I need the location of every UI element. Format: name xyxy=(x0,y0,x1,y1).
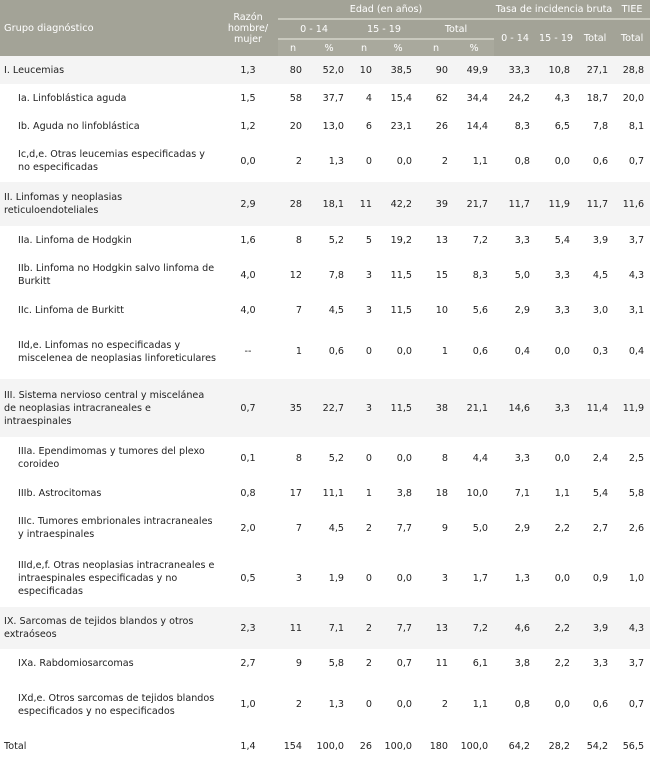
row-label: IIId,e,f. Otras neoplasias intracraneales e intraespinales especificadas y no especificadas xyxy=(18,559,215,597)
cell-p014: 37,7 xyxy=(322,92,344,104)
cell-tt: 3,0 xyxy=(592,304,609,316)
cell-n1519: 2 xyxy=(365,657,372,669)
cell-pt: 1,1 xyxy=(472,699,489,710)
cell-tiee: 8,1 xyxy=(628,120,645,132)
cell-t1519: 4,3 xyxy=(554,92,571,104)
group-row xyxy=(0,607,650,649)
cell-pt: 4,4 xyxy=(472,452,489,464)
cell-razon: 1,3 xyxy=(218,56,278,84)
cell-p1519: 7,7 xyxy=(396,522,412,534)
cell-nt: 11 xyxy=(435,657,448,669)
cell-n014: 8 xyxy=(295,234,302,246)
cell-t1519: 0,0 xyxy=(554,155,571,167)
cell-n014: 7 xyxy=(295,522,302,534)
cell-p1519: 0,0 xyxy=(396,699,412,710)
cell-nt: 10 xyxy=(435,304,448,316)
cell-n1519: 2 xyxy=(365,522,372,534)
cell-p014: 5,2 xyxy=(328,452,344,464)
total-row xyxy=(0,732,650,760)
cell-nt: 26 xyxy=(435,120,448,132)
header-edad: Edad (en años) xyxy=(278,0,494,19)
cell-nt: 8 xyxy=(441,452,448,464)
cell-t1519: 28,2 xyxy=(536,732,576,760)
cell-pt: 0,6 xyxy=(472,346,489,357)
cell-n1519: 10 xyxy=(350,56,378,84)
header-n: n xyxy=(350,39,378,56)
table-header xyxy=(0,0,650,56)
cell-t1519: 0,0 xyxy=(554,452,571,464)
row-label: IIb. Linfoma no Hodgkin salvo linfoma de Burkitt xyxy=(18,263,215,287)
cell-p014: 4,5 xyxy=(328,522,344,534)
cell-razon: 0,5 xyxy=(240,572,256,584)
cell-t1519: 2,2 xyxy=(554,657,571,669)
cell-p014: 7,1 xyxy=(308,607,350,649)
cell-razon: 1,5 xyxy=(240,92,256,104)
cell-t014: 64,2 xyxy=(494,732,536,760)
cell-tiee: 3,1 xyxy=(628,304,645,316)
cell-n014: 28 xyxy=(278,182,308,226)
cell-tt: 3,3 xyxy=(592,657,609,669)
cell-n1519: 0 xyxy=(365,155,372,167)
cell-razon: 2,3 xyxy=(218,607,278,649)
cell-nt: 2 xyxy=(441,155,448,167)
table-row xyxy=(0,84,650,112)
cell-p014: 11,1 xyxy=(322,487,344,499)
cell-n014: 7 xyxy=(295,304,302,316)
table-row xyxy=(0,254,650,296)
cell-p1519: 0,0 xyxy=(396,346,412,357)
cell-p014: 4,5 xyxy=(328,304,344,316)
cell-t1519: 0,0 xyxy=(554,346,571,357)
cell-p1519: 23,1 xyxy=(390,120,412,132)
cell-p1519: 11,5 xyxy=(390,269,412,281)
cell-t014: 33,3 xyxy=(494,56,536,84)
cell-pt: 6,1 xyxy=(472,657,489,669)
cell-n014: 11 xyxy=(278,607,308,649)
cell-t014: 8,3 xyxy=(514,120,531,132)
cell-n1519: 0 xyxy=(365,699,372,710)
cell-razon: 4,0 xyxy=(240,269,256,281)
cell-pt: 7,2 xyxy=(454,607,494,649)
cell-t014: 7,1 xyxy=(514,487,531,499)
cell-razon: 1,2 xyxy=(240,120,256,132)
cell-p014: 1,3 xyxy=(328,699,344,710)
cell-t014: 4,6 xyxy=(494,607,536,649)
cell-razon: 0,7 xyxy=(218,379,278,437)
cell-nt: 15 xyxy=(435,269,448,281)
cell-n1519: 1 xyxy=(365,487,372,499)
cell-nt: 13 xyxy=(418,607,454,649)
row-label: Ib. Aguda no linfoblástica xyxy=(18,120,140,132)
cell-tiee: 11,6 xyxy=(614,182,650,226)
cell-tiee: 11,9 xyxy=(614,379,650,437)
cell-p1519: 0,7 xyxy=(396,657,412,669)
cell-razon: -- xyxy=(244,346,252,357)
cell-t014: 3,3 xyxy=(514,234,531,246)
cell-t1519: 6,5 xyxy=(554,120,571,132)
cell-razon: 0,8 xyxy=(240,487,256,499)
cell-t1519: 3,3 xyxy=(554,304,571,316)
cell-n1519: 5 xyxy=(365,234,372,246)
cell-p1519: 15,4 xyxy=(390,92,412,104)
cell-t014: 0,8 xyxy=(514,699,531,710)
cell-nt: 9 xyxy=(441,522,448,534)
cell-nt: 90 xyxy=(418,56,454,84)
table-row xyxy=(0,437,650,479)
cell-razon: 2,0 xyxy=(240,522,256,534)
cell-n014: 1 xyxy=(295,346,302,357)
cell-tt: 27,1 xyxy=(576,56,614,84)
cell-n014: 2 xyxy=(295,699,302,710)
cell-p1519: 19,2 xyxy=(390,234,412,246)
cell-t014: 0,4 xyxy=(514,346,531,357)
cell-n014: 3 xyxy=(295,572,302,584)
cell-tt: 3,9 xyxy=(576,607,614,649)
cell-tt: 18,7 xyxy=(586,92,609,104)
cell-n014: 20 xyxy=(289,120,302,132)
header-tasa-0-14: 0 - 14 xyxy=(494,19,536,56)
cell-pt: 7,2 xyxy=(472,234,489,246)
table-row xyxy=(0,112,650,140)
cell-n1519: 26 xyxy=(350,732,378,760)
cell-t1519: 5,4 xyxy=(554,234,571,246)
cell-tiee: 3,7 xyxy=(628,657,645,669)
cell-p1519: 3,8 xyxy=(396,487,412,499)
cell-p1519: 0,0 xyxy=(396,452,412,464)
cell-tt: 54,2 xyxy=(576,732,614,760)
cell-p014: 13,0 xyxy=(322,120,344,132)
header-razon: Razón hombre/ mujer xyxy=(218,0,278,56)
cell-pt: 14,4 xyxy=(466,120,489,132)
cell-tt: 7,8 xyxy=(592,120,609,132)
table-row xyxy=(0,649,650,677)
cell-pt: 5,0 xyxy=(472,522,489,534)
table-row xyxy=(0,549,650,607)
cell-p014: 100,0 xyxy=(308,732,350,760)
row-label: IX. Sarcomas de tejidos blandos y otros extraóseos xyxy=(0,607,218,649)
cell-n014: 58 xyxy=(289,92,302,104)
cell-tt: 3,9 xyxy=(592,234,609,246)
cell-tiee: 0,7 xyxy=(628,155,645,167)
cell-t1519: 1,1 xyxy=(554,487,571,499)
cell-n014: 80 xyxy=(278,56,308,84)
cell-p1519: 38,5 xyxy=(378,56,418,84)
cell-razon: 2,7 xyxy=(240,657,256,669)
cell-p014: 52,0 xyxy=(308,56,350,84)
cell-nt: 180 xyxy=(418,732,454,760)
cell-t014: 2,9 xyxy=(514,522,531,534)
cell-tt: 2,4 xyxy=(592,452,609,464)
row-label: IIIb. Astrocitomas xyxy=(18,487,102,499)
cell-tiee: 5,8 xyxy=(628,487,645,499)
header-n: n xyxy=(278,39,308,56)
cell-t1519: 0,0 xyxy=(554,572,571,584)
cell-p014: 0,6 xyxy=(328,346,344,357)
cell-tt: 4,5 xyxy=(592,269,609,281)
table-row xyxy=(0,479,650,507)
cell-p014: 7,8 xyxy=(328,269,344,281)
header-pct: % xyxy=(378,39,418,56)
cell-t1519: 3,3 xyxy=(554,269,571,281)
header-pct: % xyxy=(308,39,350,56)
row-label: Ia. Linfoblástica aguda xyxy=(18,92,127,104)
cell-tt: 0,6 xyxy=(592,699,609,710)
row-label: IIc. Linfoma de Burkitt xyxy=(18,304,125,316)
cell-tiee: 3,7 xyxy=(628,234,645,246)
cell-n1519: 4 xyxy=(365,92,372,104)
cell-razon: 0,0 xyxy=(240,155,256,167)
cell-tiee: 56,5 xyxy=(614,732,650,760)
cell-tt: 0,9 xyxy=(592,572,609,584)
cell-razon: 2,9 xyxy=(218,182,278,226)
cell-nt: 2 xyxy=(441,699,448,710)
cell-p1519: 0,0 xyxy=(396,572,412,584)
cell-pt: 1,1 xyxy=(472,155,489,167)
header-tiee-total: Total xyxy=(614,19,650,56)
cell-t014: 14,6 xyxy=(494,379,536,437)
cell-razon: 1,4 xyxy=(218,732,278,760)
header-age-0-14: 0 - 14 xyxy=(278,19,350,39)
cell-n1519: 0 xyxy=(365,346,372,357)
row-label: IXd,e. Otros sarcomas de tejidos blandos especificados y no especificados xyxy=(18,692,215,717)
header-tasa: Tasa de incidencia bruta xyxy=(494,0,614,19)
cell-t014: 2,9 xyxy=(514,304,531,316)
row-label: IIIa. Ependimomas y tumores del plexo coroideo xyxy=(18,446,205,470)
cell-n1519: 0 xyxy=(365,452,372,464)
cell-nt: 39 xyxy=(418,182,454,226)
row-label: Total xyxy=(0,732,218,760)
cell-t1519: 3,3 xyxy=(536,379,576,437)
cell-n1519: 3 xyxy=(350,379,378,437)
row-label: III. Sistema nervioso central y miscelánea de neoplasias intracraneales e intraespinales xyxy=(0,379,218,437)
cell-t014: 11,7 xyxy=(494,182,536,226)
cell-t1519: 2,2 xyxy=(554,522,571,534)
cell-t1519: 11,9 xyxy=(536,182,576,226)
cell-t014: 5,0 xyxy=(514,269,531,281)
cell-t014: 1,3 xyxy=(514,572,531,584)
cell-pt: 34,4 xyxy=(466,92,489,104)
header-tasa-15-19: 15 - 19 xyxy=(536,19,576,56)
cell-t1519: 10,8 xyxy=(536,56,576,84)
table-body xyxy=(0,56,650,760)
cell-tiee: 0,7 xyxy=(628,699,645,710)
table-row xyxy=(0,507,650,549)
header-age-total: Total xyxy=(418,19,494,39)
cell-n014: 12 xyxy=(289,269,302,281)
cell-pt: 49,9 xyxy=(454,56,494,84)
cell-p014: 1,9 xyxy=(328,572,344,584)
cell-nt: 1 xyxy=(441,346,448,357)
cell-n014: 9 xyxy=(295,657,302,669)
cell-p014: 22,7 xyxy=(308,379,350,437)
row-label: Ic,d,e. Otras leucemias especificadas y no especificadas xyxy=(18,149,205,173)
cell-n1519: 11 xyxy=(350,182,378,226)
cell-nt: 3 xyxy=(441,572,448,584)
header-grupo: Grupo diagnóstico xyxy=(0,0,218,56)
cell-nt: 18 xyxy=(435,487,448,499)
cell-n014: 2 xyxy=(295,155,302,167)
cell-razon: 1,0 xyxy=(240,699,256,710)
cell-tiee: 2,6 xyxy=(628,522,645,534)
cell-tiee: 0,4 xyxy=(628,346,645,357)
cell-tiee: 20,0 xyxy=(622,92,645,104)
cell-p1519: 100,0 xyxy=(378,732,418,760)
row-label: IIa. Linfoma de Hodgkin xyxy=(18,234,132,246)
cell-p1519: 7,7 xyxy=(378,607,418,649)
row-label: IId,e. Linfomas no especificadas y miscelenea de neoplasias linforeticulares xyxy=(18,339,217,364)
row-label: IIIc. Tumores embrionales intracraneales y intraespinales xyxy=(18,516,213,540)
cell-tt: 5,4 xyxy=(592,487,609,499)
table-row xyxy=(0,296,650,324)
cell-razon: 1,6 xyxy=(240,234,256,246)
cell-t014: 0,8 xyxy=(514,155,531,167)
cell-tt: 2,7 xyxy=(592,522,609,534)
cell-n014: 17 xyxy=(289,487,302,499)
cell-razon: 0,1 xyxy=(240,452,256,464)
cell-tt: 11,4 xyxy=(576,379,614,437)
cell-pt: 21,7 xyxy=(454,182,494,226)
header-age-15-19: 15 - 19 xyxy=(350,19,418,39)
table-row xyxy=(0,226,650,254)
cell-tt: 0,6 xyxy=(592,155,609,167)
cell-tt: 11,7 xyxy=(576,182,614,226)
cell-n1519: 2 xyxy=(350,607,378,649)
cell-tiee: 4,3 xyxy=(614,607,650,649)
row-label: I. Leucemias xyxy=(0,56,218,84)
cell-p1519: 0,0 xyxy=(396,155,412,167)
cell-tiee: 1,0 xyxy=(628,572,645,584)
cell-pt: 1,7 xyxy=(472,572,489,584)
cell-p1519: 11,5 xyxy=(378,379,418,437)
header-pct: % xyxy=(454,39,494,56)
cell-t014: 3,3 xyxy=(514,452,531,464)
table-row xyxy=(0,677,650,732)
cell-p014: 5,8 xyxy=(328,657,344,669)
cell-pt: 21,1 xyxy=(454,379,494,437)
table-row xyxy=(0,324,650,379)
cell-p1519: 42,2 xyxy=(378,182,418,226)
group-row xyxy=(0,56,650,84)
cell-n1519: 3 xyxy=(365,269,372,281)
cell-pt: 10,0 xyxy=(466,487,489,499)
table-row xyxy=(0,140,650,182)
cell-n1519: 3 xyxy=(365,304,372,316)
cell-t014: 24,2 xyxy=(508,92,531,104)
row-label: IXa. Rabdomiosarcomas xyxy=(18,657,134,669)
cell-t1519: 2,2 xyxy=(536,607,576,649)
header-n: n xyxy=(418,39,454,56)
cell-tt: 0,3 xyxy=(592,346,609,357)
cell-razon: 4,0 xyxy=(240,304,256,316)
group-row xyxy=(0,379,650,437)
cell-n014: 8 xyxy=(295,452,302,464)
cell-pt: 8,3 xyxy=(472,269,489,281)
cell-t1519: 0,0 xyxy=(554,699,571,710)
cell-tiee: 28,8 xyxy=(614,56,650,84)
cell-t014: 3,8 xyxy=(514,657,531,669)
cell-nt: 62 xyxy=(435,92,448,104)
cell-pt: 100,0 xyxy=(454,732,494,760)
cell-n1519: 6 xyxy=(365,120,372,132)
cell-p014: 18,1 xyxy=(308,182,350,226)
cell-tiee: 2,5 xyxy=(628,452,645,464)
cell-nt: 13 xyxy=(435,234,448,246)
cell-pt: 5,6 xyxy=(472,304,489,316)
cell-p014: 5,2 xyxy=(328,234,344,246)
cell-n014: 35 xyxy=(278,379,308,437)
cell-n1519: 0 xyxy=(365,572,372,584)
cell-tiee: 4,3 xyxy=(628,269,645,281)
header-tasa-total: Total xyxy=(576,19,614,56)
header-tiee: TIEE xyxy=(614,0,650,19)
cell-n014: 154 xyxy=(278,732,308,760)
row-label: II. Linfomas y neoplasias reticuloendoteliales xyxy=(0,182,218,226)
group-row xyxy=(0,182,650,226)
cell-p014: 1,3 xyxy=(328,155,344,167)
cell-p1519: 11,5 xyxy=(390,304,412,316)
cell-nt: 38 xyxy=(418,379,454,437)
